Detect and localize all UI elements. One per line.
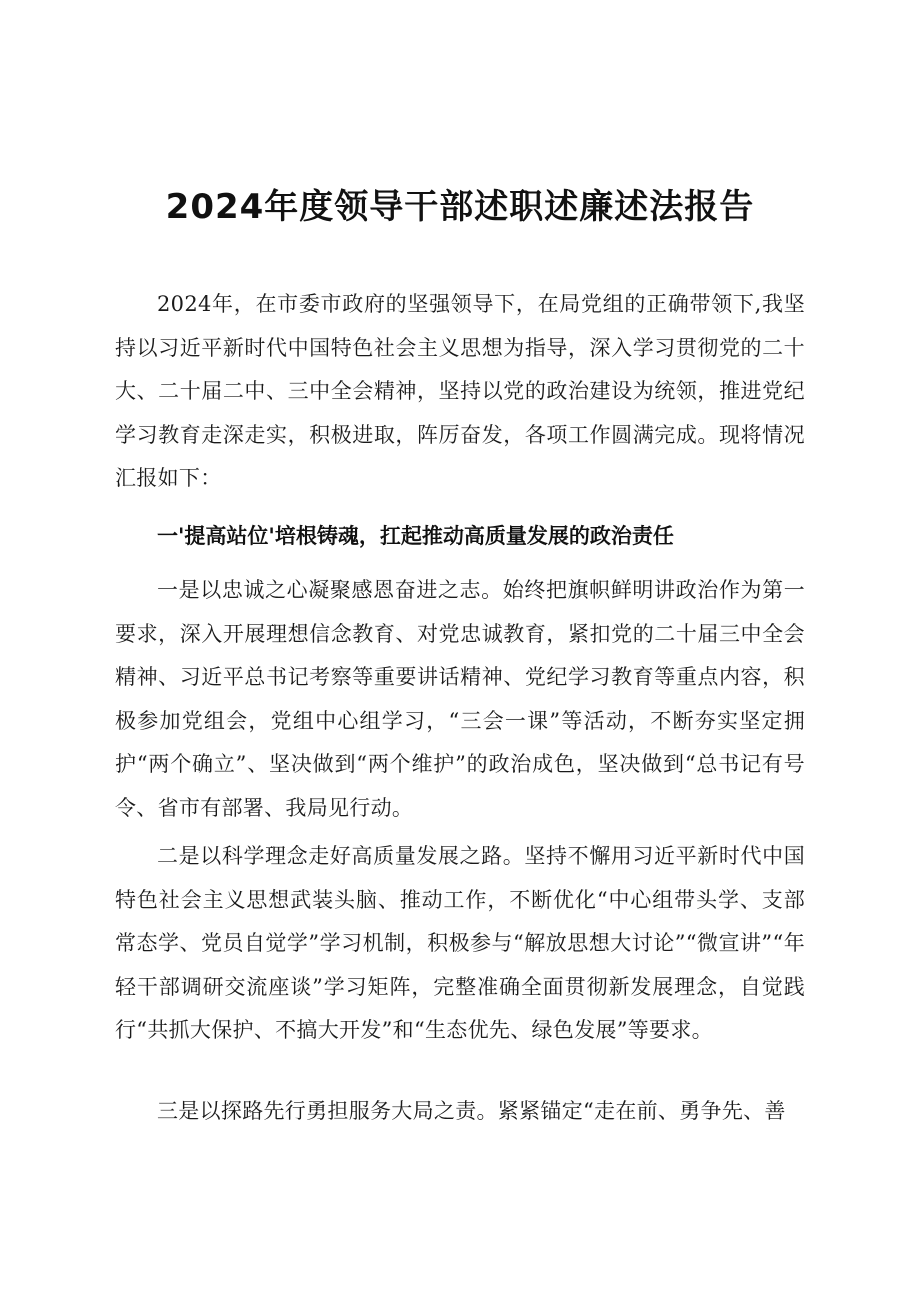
intro-paragraph: 2024年，在市委市政府的坚强领导下，在局党组的正确带领下,我坚持以习近平新时代中国特色社会主义思想为指导，深入学习贯彻党的二十大、二十届二中、三中全会精神，坚持以党的政治建设为统领，推进党纪学习教育走深走实，积极进取，阵厉奋发，各项工作圆满完成。现将情况汇报如下： [115, 292, 805, 490]
paragraph-second-point: 二是以科学理念走好高质量发展之路。坚持不懈用习近平新时代中国特色社会主义思想武装头脑、推动工作，不断优化“中心组带头学、支部常态学、党员自觉学”学习机制，积极参与“解放思想大讨论”“微宣讲”“年轻干部调研交流座谈”学习矩阵，完整准确全面贯彻新发展理念，自觉践行“共抓大保护、不搞大开发”和“生态优先、绿色发展”等要求。 [115, 844, 805, 1042]
document-title: 2024年度领导干部述职述廉述法报告 [165, 186, 755, 227]
section-one-heading: 一'提高站位'培根铸魂，扛起推动高质量发展的政治责任 [157, 524, 674, 548]
paragraph-first-point: 一是以忠诚之心凝聚感恩奋进之志。始终把旗帜鲜明讲政治作为第一要求，深入开展理想信念教育、对党忠诚教育，紧扣党的二十届三中全会精神、习近平总书记考察等重要讲话精神、党纪学习教育等重点内容，积极参加党组会，党组中心组学习，“三会一课”等活动，不断夯实坚定拥护“两个确立”、坚决做到“两个维护”的政治成色，坚决做到“总书记有号令、省市有部署、我局见行动。 [115, 578, 805, 820]
paragraph-third-point: 三是以探路先行勇担服务大局之责。紧紧锚定“走在前、勇争先、善 [157, 1099, 786, 1123]
